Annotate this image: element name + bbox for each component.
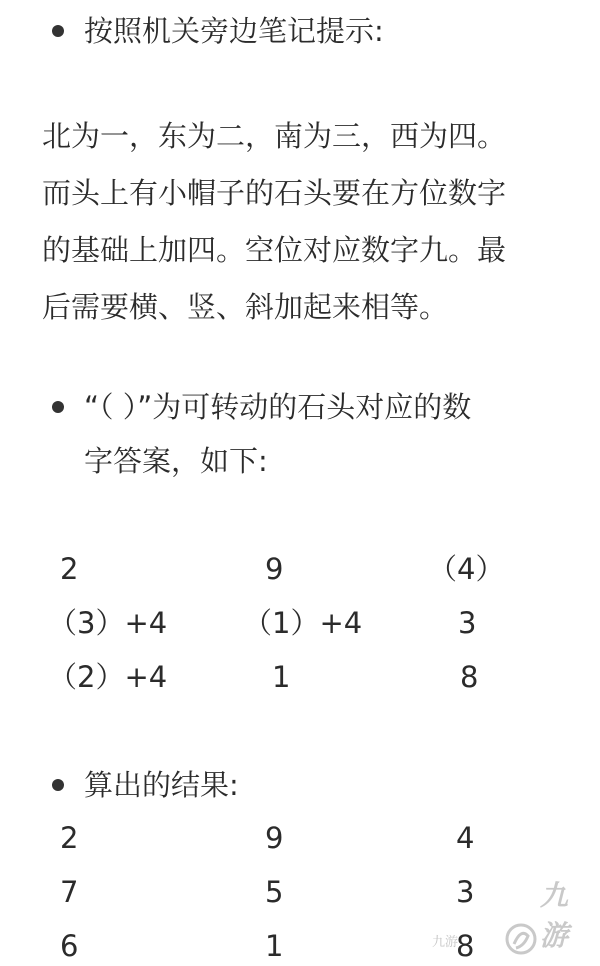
bullet-item-results [0,762,600,808]
paragraph-line: 北为一，东为二，南为三，西为四。 [42,119,507,153]
bullet-dot-icon [52,401,64,413]
bullet-results-text: 算出的结果: [84,768,239,802]
answer-cell: （1）+4 [243,606,363,640]
watermark-brand-text: 九游 [540,879,569,952]
bullet-dot-icon [52,779,64,791]
result-cell: 7 [60,875,79,909]
bullet-item-answers [0,384,600,484]
answer-cell: 2 [60,552,79,586]
answer-cell: 8 [460,660,479,694]
paragraph-line: 后需要横、竖、斜加起来相等。 [42,290,449,324]
result-cell: 5 [265,875,284,909]
answer-cell: （4） [428,552,505,586]
paragraph-line: 的基础上加四。空位对应数字九。最 [42,233,507,267]
bullet-answers-line2: 字答案，如下: [84,444,268,478]
answer-cell: 1 [272,660,291,694]
result-cell: 4 [456,821,475,855]
watermark [432,879,592,956]
answer-cell: 9 [265,552,284,586]
bullet-dot-icon [52,25,64,37]
result-cell: 6 [60,929,79,963]
answer-cell: （3）+4 [48,606,168,640]
bullet-answers-line1: “（ ）”为可转动的石头对应的数 [84,390,472,424]
nine-game-logo-icon [504,922,538,956]
result-cell: 8 [456,929,475,963]
rules-paragraph [42,108,506,336]
paragraph-line: 而头上有小帽子的石头要在方位数字 [42,176,507,210]
result-cell: 3 [456,875,475,909]
result-cell: 9 [265,821,284,855]
result-cell: 2 [60,821,79,855]
bullet-hint-text: 按照机关旁边笔记提示: [84,14,384,48]
bullet-item-hint [0,8,600,54]
watermark-small-text: 九游 [432,935,459,950]
result-cell: 1 [265,929,284,963]
answer-cell: 3 [458,606,477,640]
answer-cell: （2）+4 [48,660,168,694]
